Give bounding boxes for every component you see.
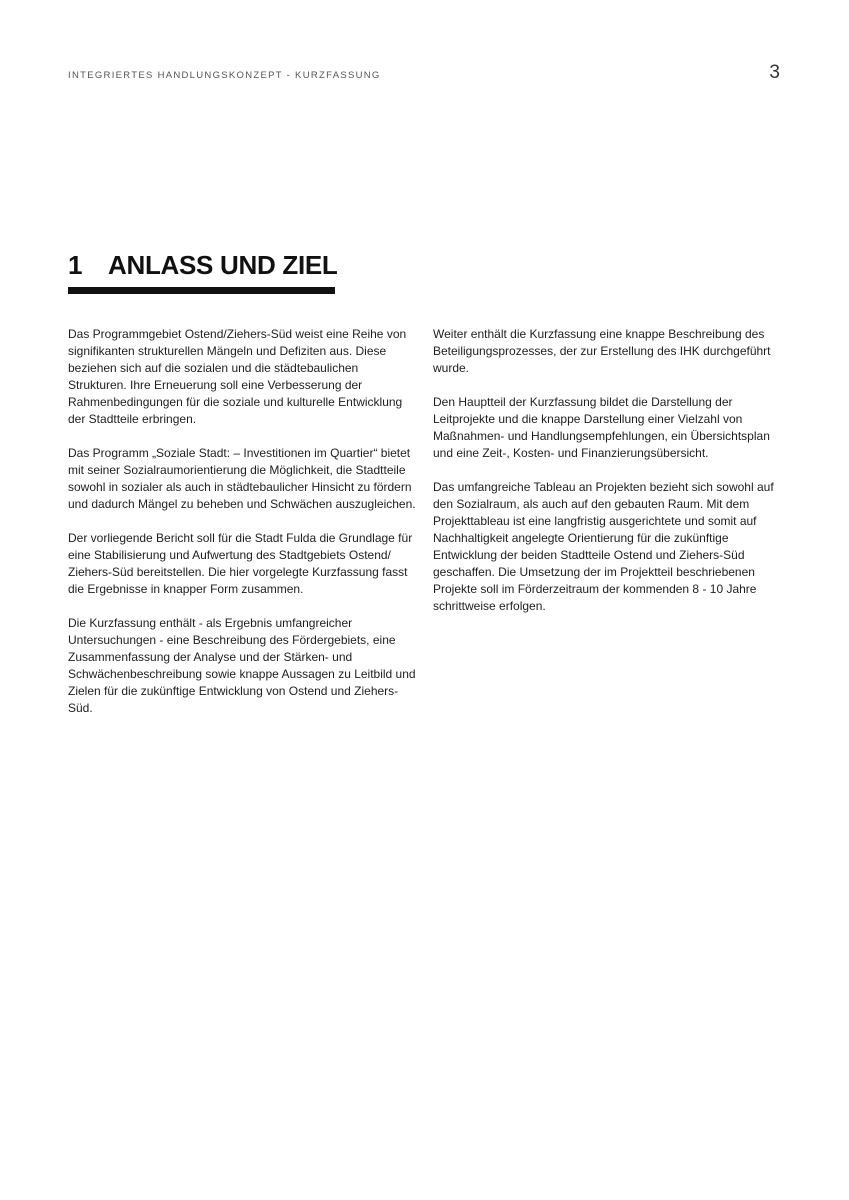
paragraph: Das Programm „Soziale Stadt: – Investitionen im Quartier“ bietet mit seiner Sozialraumorientierung die Möglichkeit, die Stadtteile sowohl in sozialer als auch in städtebaulicher Hinsicht zu fördern und dadurch Mängel zu beheben und Schwächen auszugleichen. — [68, 446, 416, 511]
page-number: 3 — [769, 62, 780, 83]
section-title — [68, 250, 338, 281]
paragraph: Der vorliegende Bericht soll für die Stadt Fulda die Grundlage für eine Stabilisierung und Aufwertung des Stadtgebiets Ostend/ Ziehers-Süd bereitstellen. Die hier vorgelegte Kurzfassung fasst die Ergebnisse in knapper Form zusammen. — [68, 531, 413, 596]
paragraph: Den Hauptteil der Kurzfassung bildet die Darstellung der Leitprojekte und die knappe Darstellung einer Vielzahl von Maßnahmen- und Handlungsempfehlungen, ein Übersichtsplan und eine Zeit-, Kosten- und Finanzierungsübersicht. — [433, 395, 770, 460]
section-number: 1 — [68, 250, 83, 280]
section-title-text: ANLASS UND ZIEL — [108, 250, 338, 280]
left-text-column — [68, 326, 418, 734]
running-header: INTEGRIERTES HANDLUNGSKONZEPT - KURZFASSUNG — [68, 70, 381, 81]
paragraph: Die Kurzfassung enthält - als Ergebnis umfangreicher Untersuchungen - eine Beschreibung des Fördergebiets, eine Zusammenfassung der Analyse und der Stärken- und Schwächenbeschreibung sowie knappe Aussagen zu Leitbild und Zielen für die zukünftige Entwicklung von Ostend und Ziehers-Süd. — [68, 616, 416, 715]
section-heading — [68, 250, 338, 294]
paragraph: Das Programmgebiet Ostend/Ziehers-Süd weist eine Reihe von signifikanten strukturellen Mängeln und Defiziten aus. Diese beziehen sich auf die sozialen und die städtebaulichen Strukturen. Ihre Erneuerung soll eine Verbesserung der Rahmenbedingungen für die soziale und kulturelle Entwicklung der Stadtteile erbringen. — [68, 327, 407, 426]
right-text-column — [433, 326, 781, 632]
paragraph: Weiter enthält die Kurzfassung eine knappe Beschreibung des Beteiligungsprozesses, der zur Erstellung des IHK durchgeführt wurde. — [433, 327, 771, 375]
paragraph: Das umfangreiche Tableau an Projekten bezieht sich sowohl auf den Sozialraum, als auch auf den gebauten Raum. Mit dem Projekttableau ist eine langfristig ausgerichtete und somit auf Nachhaltigkeit angelegte Orientierung für die zukünftige Entwicklung der beiden Stadtteile Ostend und Ziehers-Süd geschaffen. Die Umsetzung der im Projektteil beschriebenen Projekte soll im Förderzeitraum der kommenden 8 - 10 Jahre schrittweise erfolgen. — [433, 480, 774, 613]
